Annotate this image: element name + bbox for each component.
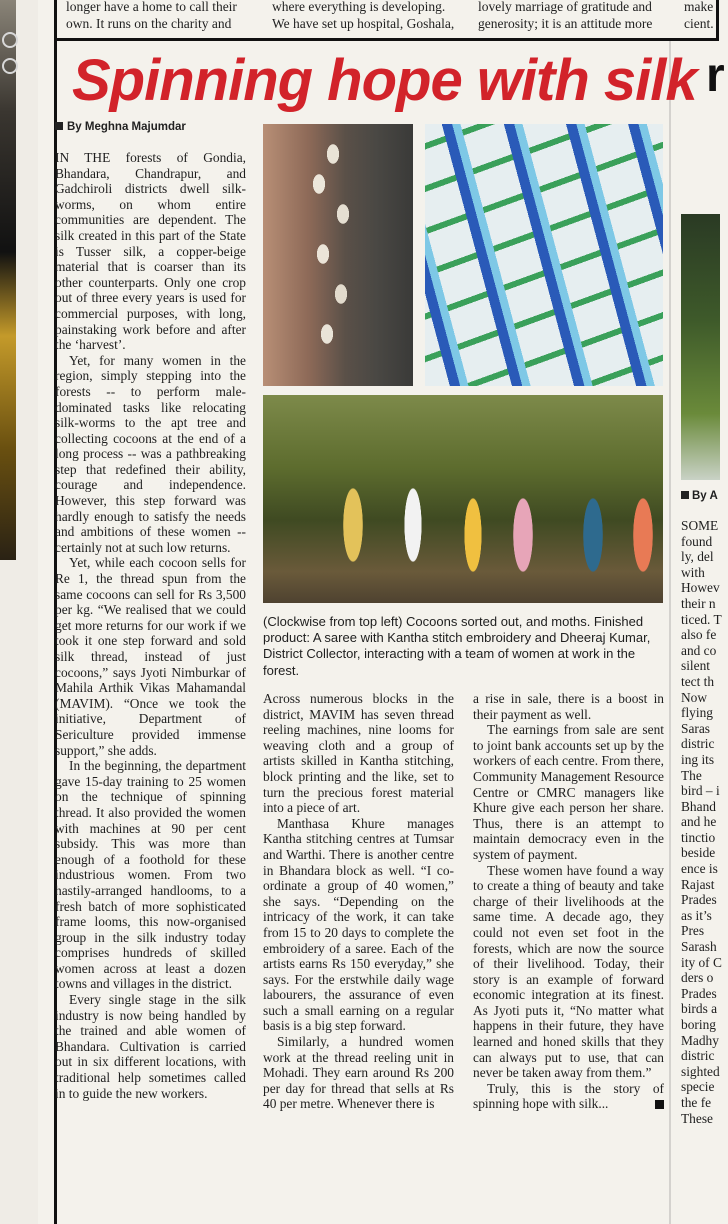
paragraph: These women have found a way to create a thing of beauty and take charge of their livelihoods at the same time. A decade ago, they could not even set foot in the forests, which are now the source of their livelihood. Today, their story is an example of forward economic integration at its finest. As Jyoti puts it, “No matter what happens in their future, they have learned and honed skills that they can always put to use, that can never be taken away from them.”	[473, 862, 664, 1081]
text-line: Rajast	[681, 876, 715, 892]
text-line: tinctio	[681, 829, 716, 845]
paragraph: IN THE forests of Gondia, Bhandara, Chandrapur, and Gadchiroli districts dwell silk-worms, on whom entire communities are dependent. The silk created in this part of the State is Tusser silk, a copper-beige material that is coarser than its other counterparts. Only one crop out of three every years is used for commercial purposes, with long, painstaking work before and after the ‘harvest’.	[55, 150, 246, 353]
adjacent-page-edge	[0, 0, 16, 560]
text-line: The	[681, 767, 702, 783]
text-line: Madhy	[681, 1032, 719, 1048]
text-line: ing its	[681, 751, 715, 767]
text-line: Prades	[681, 985, 717, 1001]
text-line: boring	[681, 1017, 716, 1032]
circle-icon	[2, 58, 18, 74]
text-line: distric	[681, 736, 715, 752]
text-line: SOME	[681, 518, 719, 533]
text-line: the fe	[681, 1094, 712, 1110]
adjacent-article-photo	[681, 214, 720, 480]
text-line: birds a	[681, 1001, 718, 1017]
top-snippet-2: where everything is developing. We have set up hospital, Goshala,	[272, 0, 455, 31]
paragraph: Manthasa Khure manages Kantha stitching centres at Tumsar and Warthi. There is another centre in Bhandara block as well. “I co-ordinate a group of 40 women,” she says. “Depending on the intricacy of the work, it can take from 15 to 20 days to complete the embroidery of a saree. Each of the artists earns Rs 150 everyday,” she says. For the erstwhile daily wage labourers, the assurance of even such a small earning on a regular basis is a big step forward.	[263, 815, 454, 1034]
adjacent-article-column	[681, 518, 720, 1126]
headline: Spinning hope with silk	[72, 48, 697, 113]
text-line: Saras	[681, 720, 711, 736]
adjacent-byline: By A	[681, 490, 720, 502]
text-line: ence is	[681, 861, 718, 877]
column-rule	[669, 40, 671, 1224]
text-line: ticed. T	[681, 611, 722, 627]
paragraph: Yet, while each cocoon sells for Re 1, the thread spun from the same cocoons can sell for Rs 3,500 per kg. “We realised that we could get more returns for our work if we took it one step forward and sold silk thread, instead of just cocoons,” says Jyoti Nimburkar of Mahila Arthik Vikas Mahamandal (MAVIM). “Once we took the initiative, Department of Sericulture provided immense support,” she adds.	[55, 555, 246, 758]
text-line: These	[681, 1110, 713, 1126]
paragraph: In the beginning, the department gave 15-day training to 25 women on the technique of spinning thread. It also provided the women with machines at 90 per cent subsidy. This was more than enough of a foothold for these industrious women. From two hastily-arranged handlooms, to a fresh batch of more sophisticated frame looms, this now-organised group in the silk industry today comprises hundreds of skilled women across at least a dozen towns and villages in the district.	[55, 758, 246, 992]
text-line: specie	[681, 1079, 715, 1095]
text-line: bird – i	[681, 783, 720, 799]
text-line: with	[681, 564, 705, 580]
paragraph: Every single stage in the silk industry is now being handled by the trained and able women of Bhandara. Cultivation is carried out in six different locations, with traditional help sometimes called in to guide the new workers.	[55, 992, 246, 1101]
next-headline-fragment: r	[706, 49, 725, 102]
paragraph: Similarly, a hundred women work at the thread reeling unit in Mohadi. They earn around Rs 200 per day for thread that sells at Rs 40 per metre. Whenever there is	[263, 1034, 454, 1112]
text-line: Bhand	[681, 798, 716, 814]
text-line: and he	[681, 814, 717, 830]
text-line: Now	[681, 689, 708, 705]
paragraph: Yet, for many women in the region, simply stepping into the forests -- to perform male-dominated tasks like relocating silk-worms to the apt tree and collecting cocoons at the end of a long process -- was a pathbreaking step that redefined their ability, courage and independence. However, this step forward was hardly enough to satisfy the needs and ambitions of these women -- certainly not at such low returns.	[55, 352, 246, 555]
paragraph: The earnings from sale are sent to joint bank accounts set up by the workers of each centre. From there, Community Management Resource Centre or CMRC managers like Khure give each person her share. Thus, there is an attempt to maintain democracy even in the system of payment.	[473, 722, 664, 862]
text-line: ity of C	[681, 954, 722, 970]
text-line: tect th	[681, 673, 715, 689]
end-of-article-icon	[655, 1100, 664, 1109]
text-line: sighted	[681, 1063, 720, 1079]
square-bullet-icon	[681, 491, 689, 499]
text-line: also fe	[681, 627, 717, 643]
text-line: silent	[681, 658, 711, 674]
article-column-1	[55, 150, 246, 1101]
saree-photo	[425, 124, 663, 386]
article-column-2	[263, 691, 454, 1112]
text-line: Sarash	[681, 939, 717, 955]
paragraph: Across numerous blocks in the district, MAVIM has seven thread reeling machines, nine looms for weaving cloth and a group of artists skilled in Kantha stitching, block printing and the like, set to turn the precious forest material into a piece of art.	[263, 691, 454, 816]
forest-team-photo	[263, 395, 663, 603]
top-snippet-3: lovely marriage of gratitude and generosity; it is an attitude more	[478, 0, 653, 31]
text-line: their n	[681, 595, 716, 611]
text-line: beside	[681, 845, 716, 861]
top-snippet-1: longer have a home to call their own. It runs on the charity and	[66, 0, 237, 31]
article-column-3	[473, 691, 664, 1112]
circle-icon	[2, 32, 18, 48]
text-line: flying	[681, 705, 713, 721]
text-line: Pres	[681, 923, 705, 939]
text-line: as it’s	[681, 907, 712, 923]
top-snippet-4: make cient.	[684, 0, 714, 31]
text-line: ders o	[681, 970, 714, 986]
cocoons-photo	[263, 124, 413, 386]
text-line: Prades	[681, 892, 717, 908]
byline: By Meghna Majumdar	[55, 121, 186, 133]
text-line: distric	[681, 1048, 715, 1064]
text-line: Howev	[681, 580, 720, 596]
text-line: and co	[681, 642, 717, 658]
text-line: found	[681, 533, 713, 549]
square-bullet-icon	[55, 122, 63, 130]
text-line: ly, del	[681, 549, 714, 565]
paragraph: Truly, this is the story of spinning hope with silk...	[473, 1080, 664, 1112]
paragraph: a rise in sale, there is a boost in their payment as well.	[473, 691, 664, 722]
photo-caption: (Clockwise from top left) Cocoons sorted out, and moths. Finished product: A saree with Kantha stitch embroidery and Dheeraj Kumar, District Collector, interacting with a team of women at work in the forest.	[263, 614, 651, 678]
